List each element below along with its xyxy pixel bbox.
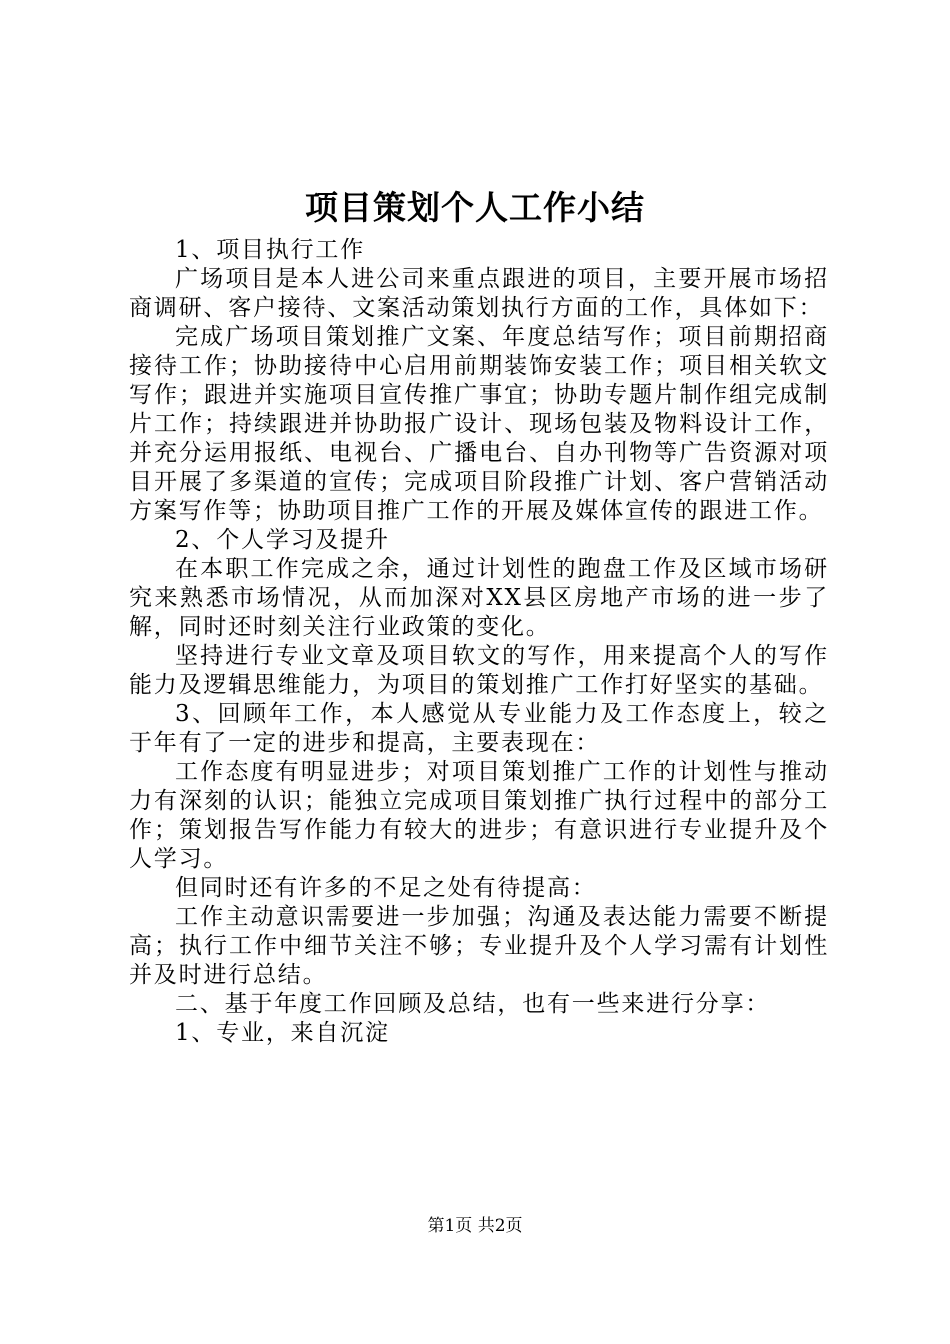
paragraph-progress: 工作态度有明显进步；对项目策划推广工作的计划性与推动力有深刻的认识；能独立完成项目策划推广执行过程中的部分工作；策划报告写作能力有较大的进步；有意识进行专业提升及个人学习。 [129,759,829,872]
paragraph-market-research: 在本职工作完成之余，通过计划性的跑盘工作及区域市场研究来熟悉市场情况，从而加深对XX县区房地产市场的进一步了解，同时还时刻关注行业政策的变化。 [129,556,829,640]
paragraph-shortcomings: 工作主动意识需要进一步加强；沟通及表达能力需要不断提高；执行工作中细节关注不够；专业提升及个人学习需有计划性并及时进行总结。 [129,904,829,988]
paragraph-writing-practice: 坚持进行专业文章及项目软文的写作，用来提高个人的写作能力及逻辑思维能力，为项目的策划推广工作打好坚实的基础。 [129,643,829,698]
section-heading-professional: 1、专业，来自沉淀 [175,1020,390,1046]
paragraph-plaza-project: 广场项目是本人进公司来重点跟进的项目，主要开展市场招商调研、客户接待、文案活动策划执行方面的工作，具体如下： [129,266,829,321]
section-heading-sharing: 二、基于年度工作回顾及总结，也有一些来进行分享： [175,991,771,1017]
section-heading-personal-learning: 2、个人学习及提升 [175,527,390,553]
section-heading-project-execution: 1、项目执行工作 [175,237,366,263]
document-title: 项目策划个人工作小结 [305,188,645,227]
paragraph-completed-work: 完成广场项目策划推广文案、年度总结写作；项目前期招商接待工作；协助接待中心启用前期装饰安装工作；项目相关软文写作；跟进并实施项目宣传推广事宜；协助专题片制作组完成制片工作；持续跟进并协助报广设计、现场包装及物料设计工作，并充分运用报纸、电视台、广播电台、自办刊物等广告资源对项目开展了多渠道的宣传；完成项目阶段推广计划、客户营销活动方案写作等；协助项目推广工作的开展及媒体宣传的跟进工作。 [129,324,829,524]
page-footer: 第1页 共2页 [427,1216,523,1236]
document-body [129,236,829,1048]
paragraph-year-review: 3、回顾年工作，本人感觉从专业能力及工作态度上，较之于年有了一定的进步和提高，主要表现在： [129,701,829,756]
paragraph-shortcomings-intro: 但同时还有许多的不足之处有待提高： [175,875,597,901]
